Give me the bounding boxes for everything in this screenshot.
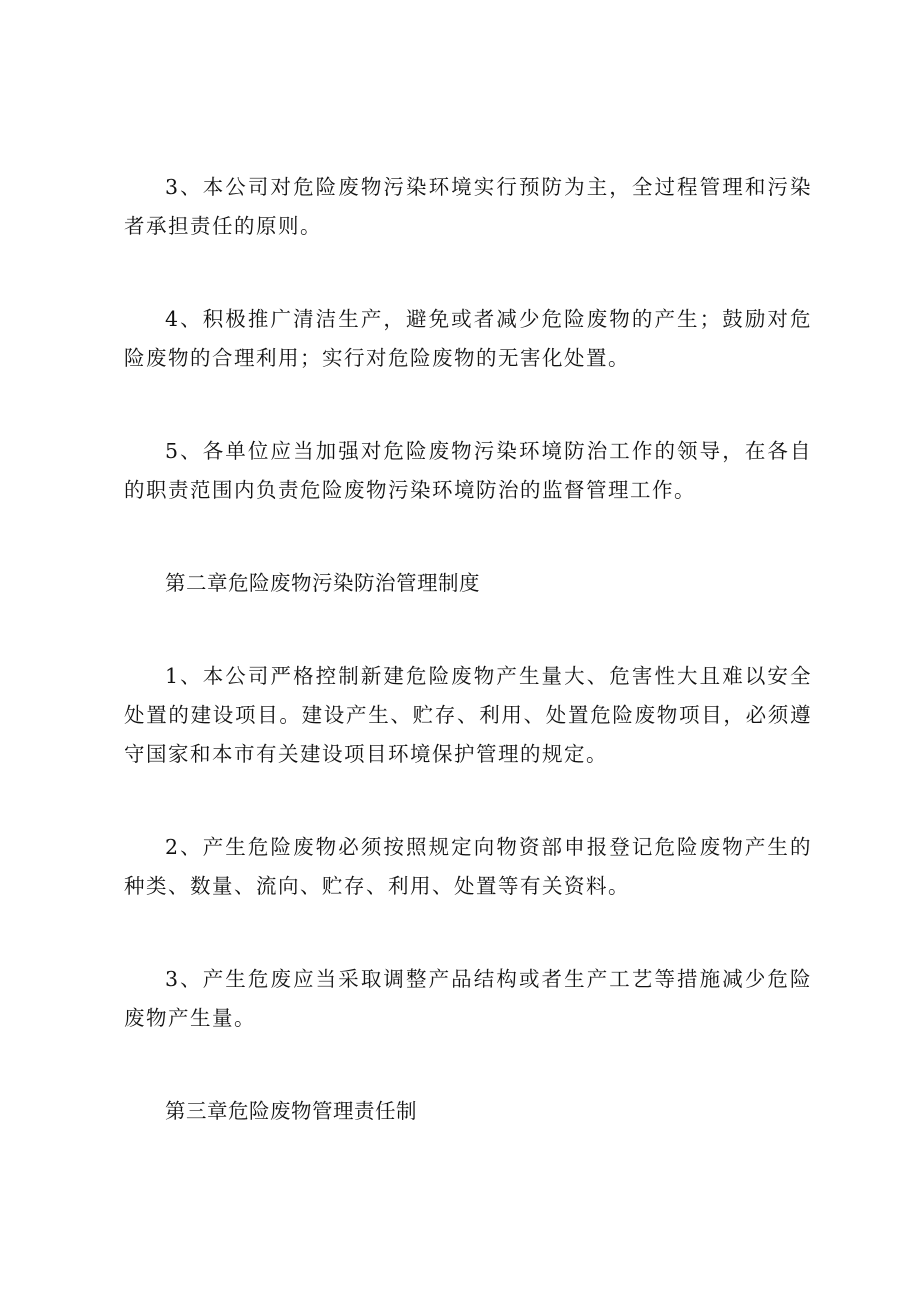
chapter-3-heading: 第三章危险废物管理责任制 bbox=[165, 1099, 417, 1123]
paragraph-item-3-prevention: 3、本公司对危险废物污染环境实行预防为主，全过程管理和污染者承担责任的原则。 bbox=[124, 175, 812, 238]
paragraph-item-1-construction: 1、本公司严格控制新建危险废物产生量大、危害性大且难以安全处置的建设项目。建设产生、贮存、利用、处置危险废物项目，必须遵守国家和本市有关建设项目环境保护管理的规定。 bbox=[124, 664, 812, 766]
paragraph-item-5-unit-leadership: 5、各单位应当加强对危险废物污染环境防治工作的领导，在各自的职责范围内负责危险废物污染环境防治的监督管理工作。 bbox=[124, 439, 812, 502]
paragraph-item-2-registration: 2、产生危险废物必须按照规定向物资部申报登记危险废物产生的种类、数量、流向、贮存、利用、处置等有关资料。 bbox=[124, 835, 812, 898]
paragraph-item-4-clean-production: 4、积极推广清洁生产，避免或者减少危险废物的产生；鼓励对危险废物的合理利用；实行对危险废物的无害化处置。 bbox=[124, 307, 812, 370]
chapter-2-heading: 第二章危险废物污染防治管理制度 bbox=[165, 571, 480, 595]
document-body bbox=[124, 168, 812, 1131]
paragraph-item-3-reduce: 3、产生危废应当采取调整产品结构或者生产工艺等措施减少危险废物产生量。 bbox=[124, 967, 812, 1030]
